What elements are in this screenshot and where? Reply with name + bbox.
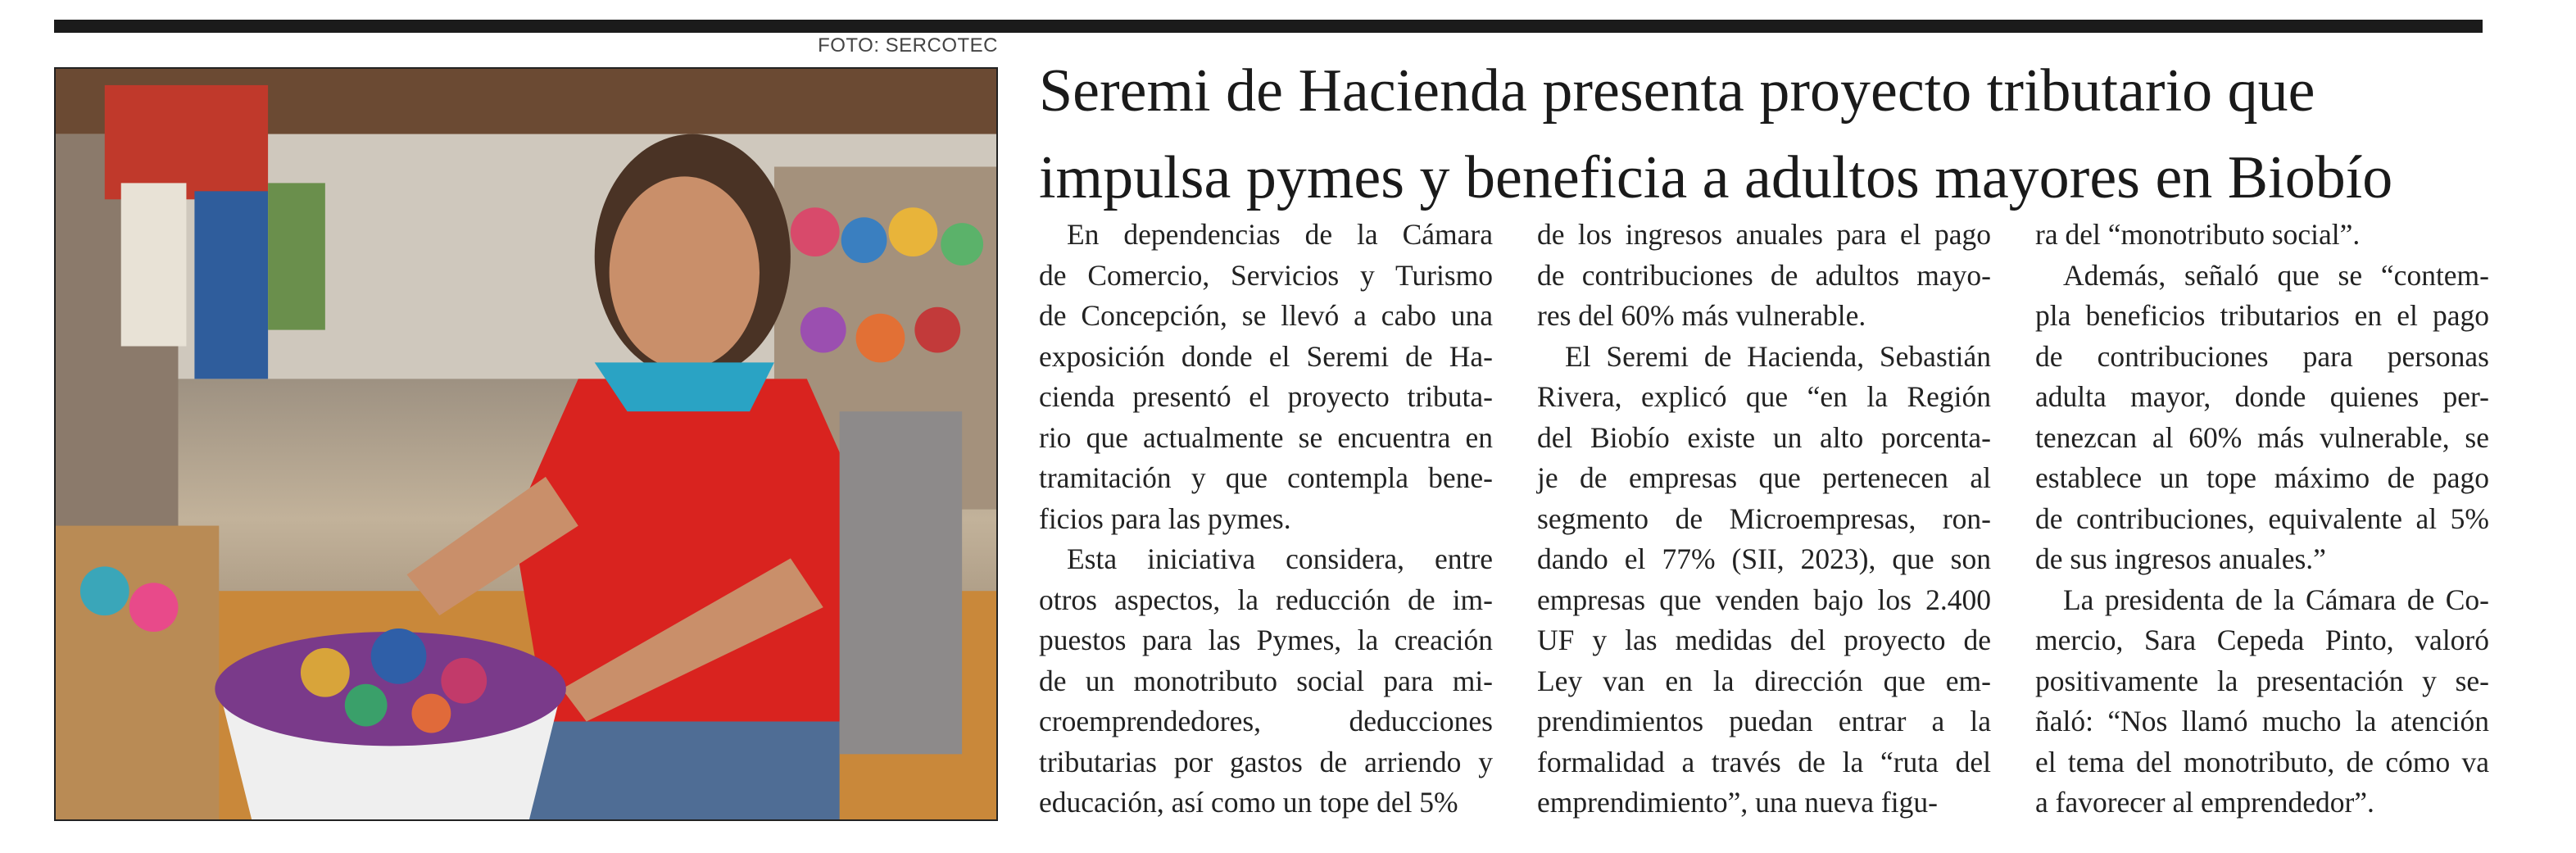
article-line: Además, señaló que se “contem- bbox=[2063, 258, 2489, 292]
article-line: croemprendedores, deducciones bbox=[1039, 705, 1493, 737]
article-line: formalidad a través de la “ruta del bbox=[1537, 745, 1991, 778]
article-column-3 bbox=[2035, 215, 2489, 821]
article-line: Rivera, explicó que “en la Región bbox=[1537, 380, 1991, 413]
article-column-1 bbox=[1039, 215, 1493, 821]
article-line: de los ingresos anuales para el pago bbox=[1537, 218, 1991, 251]
article-line: dando el 77% (SII, 2023), que son bbox=[1537, 542, 1991, 575]
article-line: tributarias por gastos de arriendo y bbox=[1039, 745, 1493, 778]
article-line: mercio, Sara Cepeda Pinto, valoró bbox=[2035, 624, 2489, 656]
article-line: positivamente la presentación y se- bbox=[2035, 664, 2489, 697]
headline bbox=[1039, 48, 2489, 221]
article-line: segmento de Microempresas, ron- bbox=[1537, 501, 1991, 535]
article-line: prendimientos puedan entrar a la bbox=[1537, 705, 1991, 737]
headline-line-2: impulsa pymes y beneficia a adultos mayores en Biobío bbox=[1039, 144, 2393, 211]
article-line: adulta mayor, donde quienes per- bbox=[2035, 380, 2489, 413]
article-line: emprendimiento”, una nueva figu- bbox=[1537, 786, 1938, 819]
article-line: de un monotributo social para mi- bbox=[1039, 664, 1493, 697]
article-line: En dependencias de la Cámara bbox=[1067, 218, 1493, 251]
article-line: puestos para las Pymes, la creación bbox=[1039, 624, 1493, 656]
article-line: El Seremi de Hacienda, Sebastián bbox=[1565, 339, 1991, 373]
article-line: rio que actualmente se encuentra en bbox=[1039, 420, 1493, 454]
article-line: empresas que venden bajo los 2.400 bbox=[1537, 583, 1991, 616]
article-line: de contribuciones para personas bbox=[2035, 339, 2489, 373]
headline-line-1: Seremi de Hacienda presenta proyecto tributario que bbox=[1039, 57, 2315, 125]
article-line: exposición donde el Seremi de Ha- bbox=[1039, 339, 1493, 373]
article-line: de Comercio, Servicios y Turismo bbox=[1039, 258, 1493, 292]
article-line: del Biobío existe un alto porcenta- bbox=[1537, 420, 1991, 454]
top-rule bbox=[54, 20, 2483, 33]
article-line: ñaló: “Nos llamó mucho la atención bbox=[2035, 705, 2489, 737]
article-line: el tema del monotributo, de cómo va bbox=[2035, 745, 2489, 778]
article-line: establece un tope máximo de pago bbox=[2035, 461, 2489, 494]
article-line: Esta iniciativa considera, entre bbox=[1067, 542, 1493, 575]
article-line: pla beneficios tributarios en el pago bbox=[2035, 299, 2489, 332]
article-line: La presidenta de la Cámara de Co- bbox=[2063, 583, 2489, 616]
article-line: tenezcan al 60% más vulnerable, se bbox=[2035, 420, 2489, 454]
article-line: je de empresas que pertenecen al bbox=[1537, 461, 1991, 494]
article-line: a favorecer al emprendedor”. bbox=[2035, 786, 2374, 819]
article-line: cienda presentó el proyecto tributa- bbox=[1039, 380, 1493, 413]
article-line: ra del “monotributo social”. bbox=[2035, 218, 2361, 251]
article-line: ficios para las pymes. bbox=[1039, 501, 1291, 535]
article-line: educación, así como un tope del 5% bbox=[1039, 786, 1458, 819]
article-line: de contribuciones de adultos mayo- bbox=[1537, 258, 1991, 292]
photo-credit: FOTO: SERCOTEC bbox=[818, 34, 998, 57]
article-line: tramitación y que contempla bene- bbox=[1039, 461, 1493, 494]
article-line: de contribuciones, equivalente al 5% bbox=[2035, 501, 2489, 535]
article-line: de sus ingresos anuales.” bbox=[2035, 542, 2326, 575]
article-line: otros aspectos, la reducción de im- bbox=[1039, 583, 1493, 616]
article-line: res del 60% más vulnerable. bbox=[1537, 299, 1866, 332]
article-line: Ley van en la dirección que em- bbox=[1537, 664, 1991, 697]
article-photo bbox=[54, 67, 998, 821]
article-line: de Concepción, se llevó a cabo una bbox=[1039, 299, 1493, 332]
article-column-2 bbox=[1537, 215, 1991, 821]
article-line: UF y las medidas del proyecto de bbox=[1537, 624, 1991, 656]
